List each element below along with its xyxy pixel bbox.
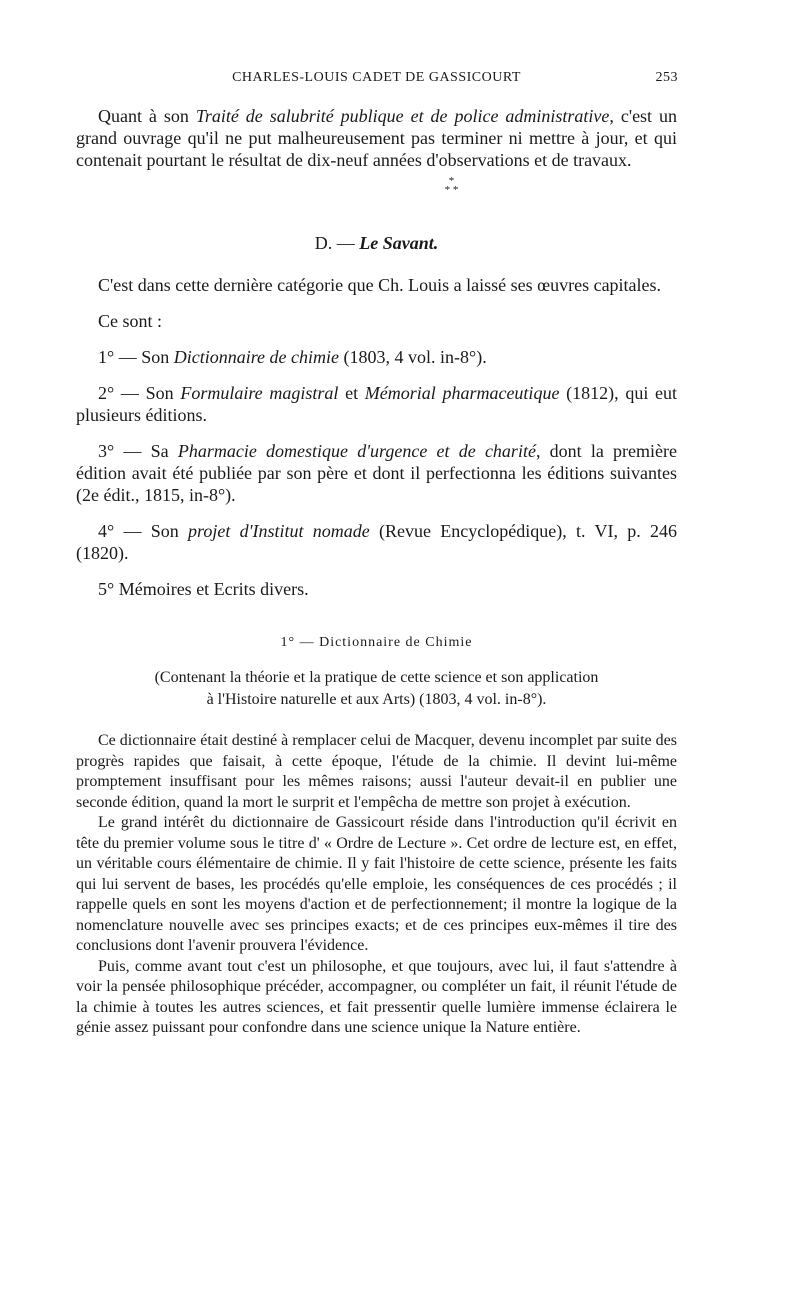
page-header bbox=[76, 70, 677, 92]
work-prefix: Son bbox=[138, 383, 181, 403]
work-title: Pharmacie domestique d'urgence et de charité bbox=[177, 441, 536, 461]
intro-paragraph bbox=[76, 105, 677, 171]
work-rest: (1812), qui eut plusieurs éditions. bbox=[76, 383, 678, 425]
section-intro: C'est dans cette dernière catégorie que Ch. Louis a laissé ses œuvres capitales. bbox=[98, 275, 662, 295]
body-paragraph-1: Ce dictionnaire était destiné à remplacer celui de Macquer, devenu incomplet par suite des progrès rapides que faisait, à cette époque, l'étude de la chimie. Il devint lui-même promptement insuffisant pour les mêmes raisons; aussi l'auteur devait-il en publier une seconde édition, quand la mort le surprit et l'empêcha de mettre son projet à exécution. bbox=[76, 732, 677, 811]
work-title: Dictionnaire de chimie bbox=[173, 347, 340, 367]
running-title: CHARLES-LOUIS CADET DE GASSICOURT bbox=[232, 70, 521, 85]
subsection-subtitle bbox=[76, 667, 677, 711]
book-page bbox=[76, 70, 677, 1039]
body-paragraph-3: Puis, comme avant tout c'est un philosophe, et que toujours, avec lui, il faut s'attendre à voir la pensée philosophique précéder, accompagner, ou compléter un fait, il réunit l'étude de la chimie à toutes les autres sciences, et fait pressentir quelle lumière immense éclairera le génie assez puissant pour confondre dans une science unique la Nature entière. bbox=[76, 957, 677, 1036]
asterism-top: * bbox=[448, 175, 455, 187]
work-num: 3° — bbox=[98, 441, 142, 461]
intro-text-before: Quant à son bbox=[98, 106, 196, 126]
work-item-1 bbox=[76, 346, 677, 368]
work-num: 2° — bbox=[98, 383, 139, 403]
body-paragraph-2: Le grand intérêt du dictionnaire de Gassicourt réside dans l'introduction qu'il écrivit en tête du premier volume sous le titre d' « Ordre de Lecture ». Cet ordre de lecture est, en effet, un véritable cours élémentaire de chimie. Il y fait l'histoire de cette science, présente les faits qui lui servent de bases, les procédés qu'elle emploie, les conséquences de ces procédés ; il rappelle quels en sont les moyens d'action et de perfectionnement; il montre la logique de la nomenclature nouvelle avec ses principes exacts; et de ces principes eux-mêmes il tire des conclusions dont l'avenir prouvera l'évidence. bbox=[76, 814, 677, 954]
work-item-3 bbox=[76, 440, 677, 506]
page-number: 253 bbox=[655, 70, 678, 85]
work-num: 5° bbox=[98, 579, 115, 599]
work-title: Formulaire magistral bbox=[180, 383, 339, 403]
work-item-2 bbox=[76, 382, 677, 426]
work-rest: , dont la première édition avait été publiée par son père et dont il perfectionna les éditions suivantes (2e édit., 1815, in-8°). bbox=[76, 441, 678, 505]
work-item-4 bbox=[76, 520, 677, 564]
work-prefix: Mémoires et Ecrits divers. bbox=[114, 579, 309, 599]
work-num: 1° — bbox=[98, 347, 137, 367]
work-prefix: Son bbox=[141, 521, 189, 541]
list-intro: Ce sont : bbox=[98, 311, 163, 331]
work-mid: et bbox=[338, 383, 365, 403]
work-rest: (1803, 4 vol. in-8°). bbox=[339, 347, 487, 367]
subsection-title: 1° — Dictionnaire de Chimie bbox=[280, 635, 473, 650]
section-heading bbox=[76, 233, 677, 254]
subtitle-line-2: à l'Histoire naturelle et aux Arts) (1803, 4 vol. in-8°). bbox=[206, 691, 547, 708]
section-title: Le Savant. bbox=[359, 233, 439, 253]
work-title: projet d'Institut nomade bbox=[188, 521, 370, 541]
work-prefix: Sa bbox=[141, 441, 178, 461]
work-prefix: Son bbox=[136, 347, 174, 367]
work-title-2: Mémorial pharmaceutique bbox=[364, 383, 560, 403]
subtitle-line-1: (Contenant la théorie et la pratique de cette science et son application bbox=[154, 669, 599, 686]
section-letter: D. — bbox=[314, 233, 360, 253]
asterism-bottom: * * bbox=[444, 184, 459, 196]
intro-italic-title: Traité de salubrité publique et de police administrative bbox=[195, 106, 610, 126]
work-rest: (Revue Encyclopédique), t. VI, p. 246 (1820). bbox=[76, 521, 677, 563]
work-item-5 bbox=[76, 578, 677, 600]
intro-text-after: , c'est un grand ouvrage qu'il ne put malheureusement pas terminer ni mettre à jour, et qui contenait pourtant le résultat de dix-neuf années d'observations et de travaux. bbox=[76, 106, 678, 170]
work-num: 4° — bbox=[98, 521, 142, 541]
asterism-divider bbox=[76, 177, 677, 195]
